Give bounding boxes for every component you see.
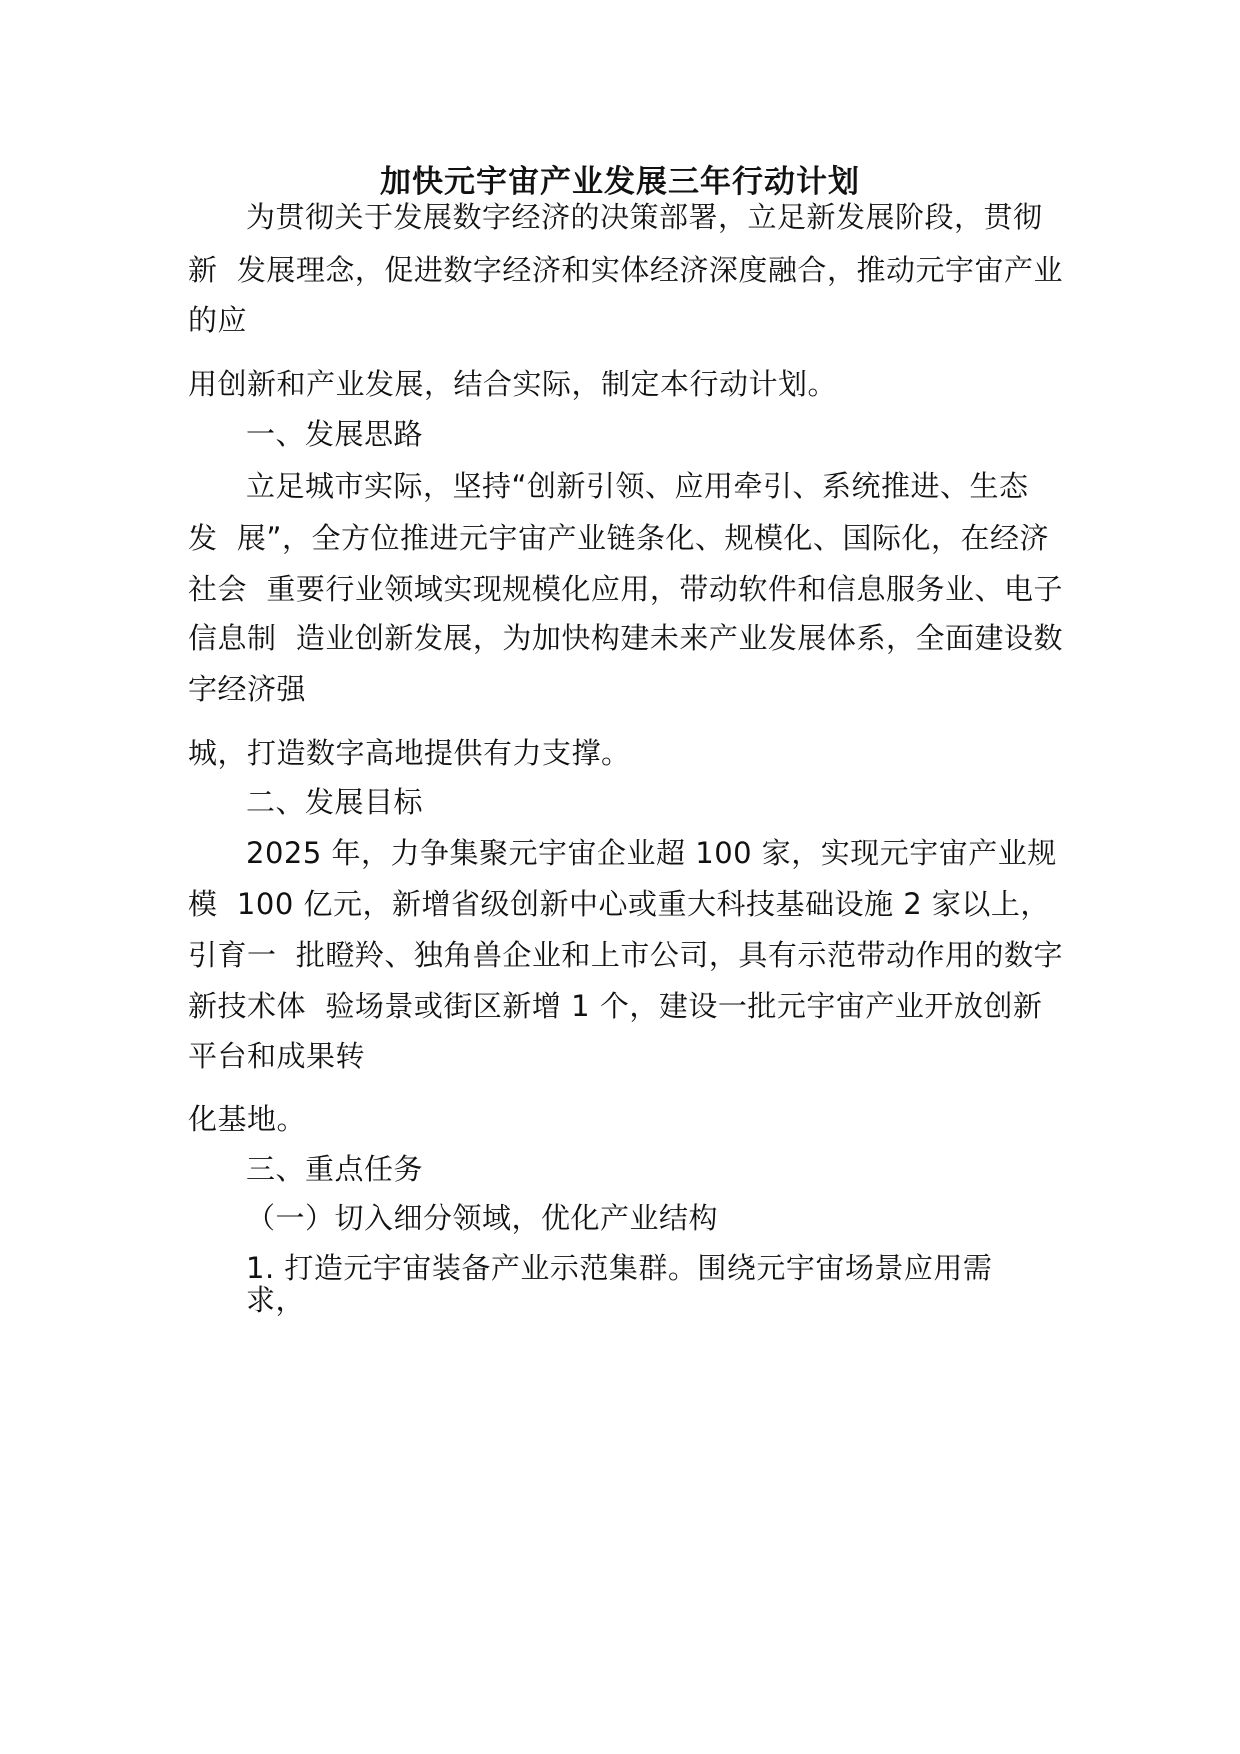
- paragraph-line: 字经济强: [188, 672, 307, 706]
- paragraph-line: 立足城市实际，坚持“创新引领、应用牵引、系统推进、生态: [246, 469, 1029, 503]
- document-title: 加快元宇宙产业发展三年行动计划: [380, 164, 860, 200]
- paragraph-line: 求，: [246, 1283, 306, 1317]
- section-heading-3: 三、重点任务: [246, 1152, 424, 1186]
- paragraph-line: 社会 重要行业领域实现规模化应用，带动软件和信息服务业、电子: [188, 572, 1063, 606]
- paragraph-line: 城，打造数字高地提供有力支撑。: [188, 736, 631, 770]
- paragraph-line: 新技术体 验场景或街区新增 1 个，建设一批元宇宙产业开放创新: [188, 989, 1043, 1023]
- paragraph-line: 为贯彻关于发展数字经济的决策部署，立足新发展阶段，贯彻: [246, 200, 1043, 234]
- paragraph-line: 模 100 亿元，新增省级创新中心或重大科技基础设施 2 家以上，: [188, 887, 1050, 921]
- paragraph-line: 发 展”，全方位推进元宇宙产业链条化、规模化、国际化，在经济: [188, 521, 1049, 555]
- section-heading-1: 一、发展思路: [246, 417, 424, 451]
- paragraph-line: 信息制 造业创新发展，为加快构建未来产业发展体系，全面建设数: [188, 621, 1063, 655]
- paragraph-line: 2025 年，力争集聚元宇宙企业超 100 家，实现元宇宙产业规: [246, 836, 1057, 870]
- paragraph-line: 的应: [188, 303, 248, 337]
- paragraph-line: 用创新和产业发展，结合实际，制定本行动计划。: [188, 367, 838, 401]
- paragraph-line: 新 发展理念，促进数字经济和实体经济深度融合，推动元宇宙产业: [188, 253, 1063, 287]
- paragraph-line: 平台和成果转: [188, 1039, 366, 1073]
- subsection-heading: （一）切入细分领域，优化产业结构: [246, 1201, 719, 1235]
- paragraph-line: 化基地。: [188, 1102, 307, 1136]
- paragraph-line: 1. 打造元宇宙装备产业示范集群。围绕元宇宙场景应用需: [246, 1251, 993, 1285]
- section-heading-2: 二、发展目标: [246, 785, 424, 819]
- paragraph-line: 引育一 批瞪羚、独角兽企业和上市公司，具有示范带动作用的数字: [188, 938, 1063, 972]
